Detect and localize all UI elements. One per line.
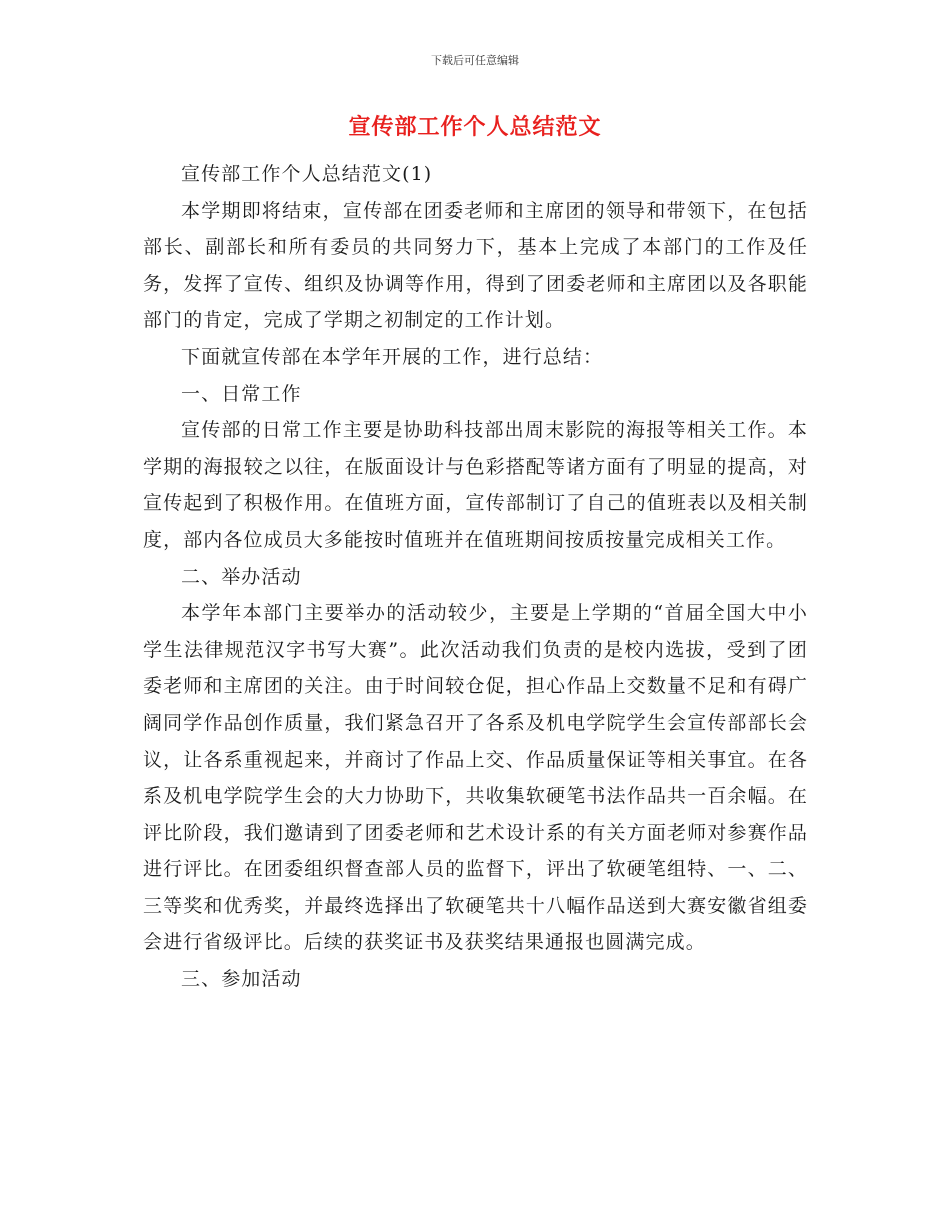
section-heading-daily-work: 一、日常工作 xyxy=(181,382,302,405)
paragraph-summary-lead: 下面就宣传部在本学年开展的工作，进行总结： xyxy=(181,345,604,368)
document-body xyxy=(143,156,808,998)
header-note: 下载后可任意编辑 xyxy=(431,54,519,67)
section-heading-hosting-events: 二、举办活动 xyxy=(181,565,302,588)
paragraph-daily-work: 宣传部的日常工作主要是协助科技部出周末影院的海报等相关工作。本学期的海报较之以往，在版面设计与色彩搭配等诸方面有了明显的提高，对宣传起到了积极作用。在值班方面，宣传部制订了自己的值班表以及相关制度，部内各位成员大多能按时值班并在值班期间按质按量完成相关工作。 xyxy=(143,419,808,551)
document-title: 宣传部工作个人总结范文 xyxy=(348,114,602,140)
section-heading-joining-events: 三、参加活动 xyxy=(181,968,302,991)
paragraph-intro: 本学期即将结束，宣传部在团委老师和主席团的领导和带领下，在包括部长、副部长和所有委员的共同努力下，基本上完成了本部门的工作及任务，发挥了宣传、组织及协调等作用，得到了团委老师和主席团以及各职能部门的肯定，完成了学期之初制定的工作计划。 xyxy=(143,199,808,332)
paragraph-subtitle: 宣传部工作个人总结范文(1) xyxy=(181,163,433,185)
paragraph-hosting-events: 本学年本部门主要举办的活动较少，主要是上学期的“首届全国大中小学生法律规范汉字书写大赛”。此次活动我们负责的是校内选拔，受到了团委老师和主席团的关注。由于时间较仓促，担心作品上交数量不足和有碍广阔同学作品创作质量，我们紧急召开了各系及机电学院学生会宣传部部长会议，让各系重视起来，并商讨了作品上交、作品质量保证等相关事宜。在各系及机电学院学生会的大力协助下，共收集软硬笔书法作品共一百余幅。在评比阶段，我们邀请到了团委老师和艺术设计系的有关方面老师对参赛作品进行评比。在团委组织督查部人员的监督下，评出了软硬笔组特、一、二、三等奖和优秀奖，并最终选择出了软硬笔共十八幅作品送到大赛安徽省组委会进行省级评比。后续的获奖证书及获奖结果通报也圆满完成。 xyxy=(143,602,808,954)
